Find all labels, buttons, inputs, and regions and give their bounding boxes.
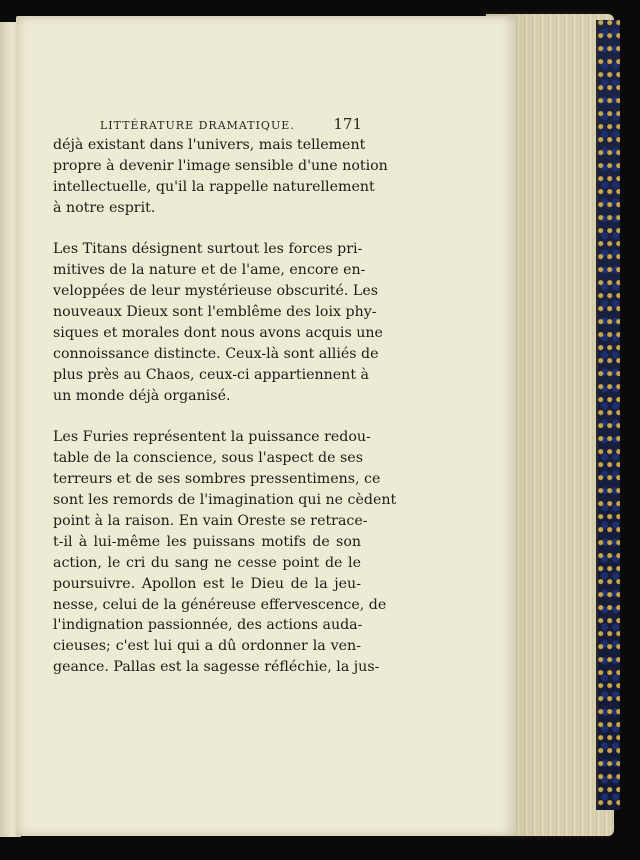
text-line: connoissance distincte. Ceux-là sont alliés de [53,345,379,362]
body-text [53,135,397,678]
text-line: nesse, celui de la généreuse effervescence, de [53,596,387,613]
paragraph-gap [53,219,361,240]
text-line: siques et morales dont nous avons acquis une [53,325,383,342]
text-line: l'indignation passionnée, des actions auda- [53,617,363,634]
text-line: t-il à lui-même les puissans motifs de son [53,533,361,550]
text-line: point à la raison. En vain Oreste se retrace- [53,513,368,530]
text-line: veloppées de leur mystérieuse obscurité. Les [53,283,378,300]
text-line: table de la conscience, sous l'aspect de ses [53,450,363,467]
page-header [100,115,362,135]
text-line: Les Titans désignent surtout les forces pri- [53,241,363,258]
text-line: poursuivre. Apollon est le Dieu de la jeu- [53,575,361,592]
text-line: Les Furies représentent la puissance redou- [53,429,371,446]
paragraph-2 [53,239,383,406]
text-line: cieuses; c'est lui qui a dû ordonner la ven- [53,638,361,655]
text-line: nouveaux Dieux sont l'emblême des loix phy- [53,304,377,321]
text-line: plus près au Chaos, ceux-ci appartiennent à [53,366,369,383]
text-line: geance. Pallas est la sagesse réfléchie, la jus- [53,659,380,676]
running-head: LITTÉRATURE DRAMATIQUE. [100,119,295,132]
text-line: déjà existant dans l'univers, mais tellement [53,137,366,153]
paragraph-gap [53,407,361,428]
text-line: mitives de la nature et de l'ame, encore en- [53,262,366,279]
text-line: terreurs et de ses sombres pressentimens, ce [53,471,381,488]
text-line: intellectuelle, qu'il la rappelle naturellement [53,178,375,195]
marbled-cover [596,20,620,810]
text-line: action, le cri du sang ne cesse point de le [53,554,361,571]
text-line: sont les remords de l'imagination qui ne cèdent [53,492,397,509]
paragraph-1 [53,135,388,219]
paragraph-3 [53,427,397,678]
text-line: à notre esprit. [53,199,156,216]
text-line: propre à devenir l'image sensible d'une notion [53,157,388,174]
page-number: 171 [333,115,362,133]
text-line: un monde déjà organisé. [53,387,231,404]
